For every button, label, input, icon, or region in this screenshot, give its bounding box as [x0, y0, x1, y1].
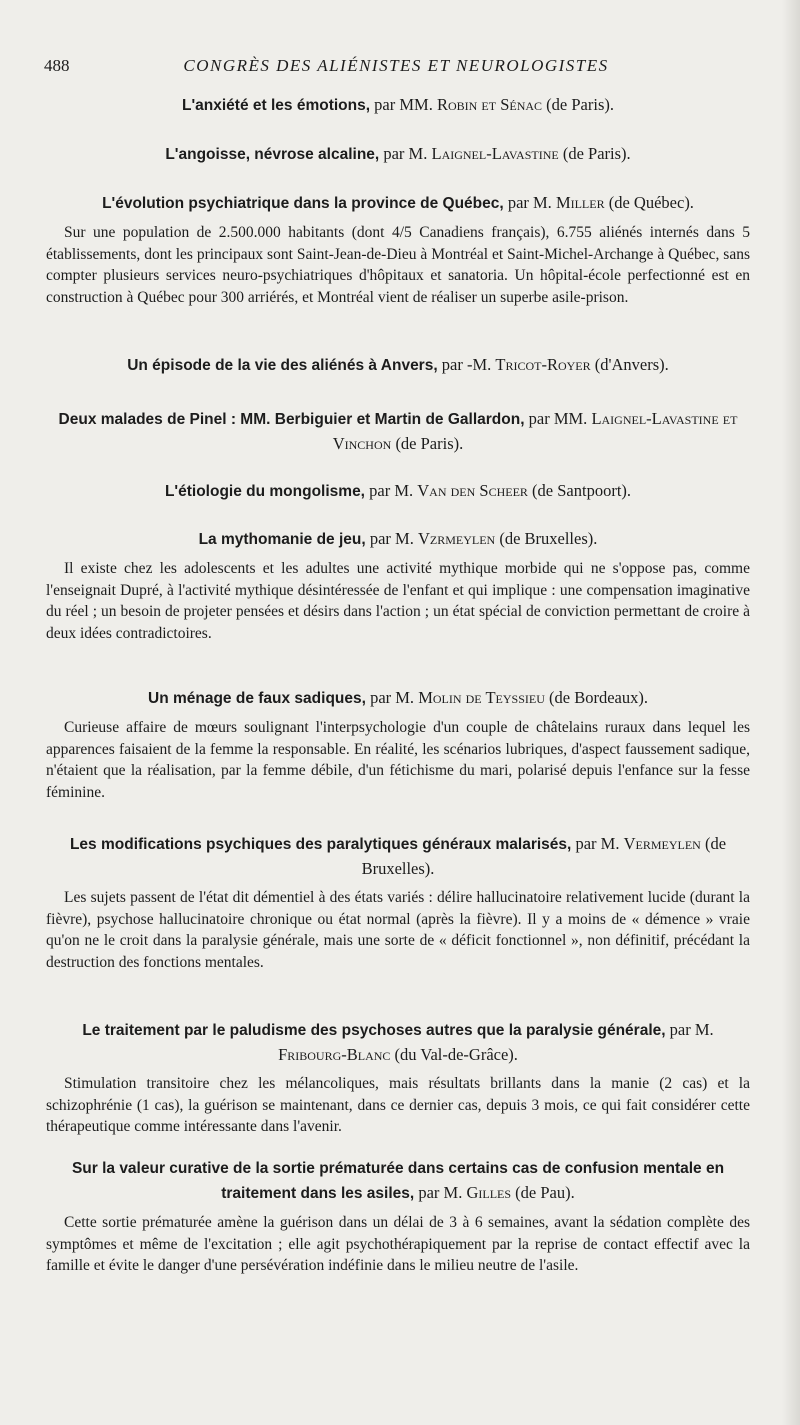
entry-origin: (de Québec).: [608, 193, 694, 212]
entry-anvers: [46, 353, 750, 378]
entry-title-line: Sur la valeur curative de la sortie prématurée dans certains cas de confusion mentale en traitement dans les asiles, par M. Gilles (de Pau).: [71, 1160, 725, 1202]
entry-body: Stimulation transitoire chez les mélancoliques, mais résultats brillants dans la manie (2 cas) et la schizophrénie (1 cas), la guérison se maintenant, dans ce dernier cas, depuis 3 mois, ce qui fait considérer cette thérapeutique comme intéressante dans l'avenir.: [46, 1075, 750, 1135]
entry-mongolisme: [46, 479, 750, 504]
entry-authors: Vzrmeylen: [417, 529, 496, 548]
running-title: CONGRÈS DES ALIÉNISTES ET NEUROLOGISTES: [183, 56, 609, 75]
entry-origin: (de Santpoort).: [532, 481, 632, 500]
entry-body: Il existe chez les adolescents et les adultes une activité mythique morbide qui ne s'oppose pas, comme l'enseignait Dupré, à l'activité mythique désintéressée de l'enfant et qui implique : une compensation imaginative du réel ; un besoin de projeter pensées et désirs dans l'action ; un état spécial de conviction permettant de croire à deux idées contradictoires.: [46, 560, 750, 642]
entry-paludisme: [46, 1018, 750, 1138]
entry-title-line: Un épisode de la vie des aliénés à Anvers, par -M. Tricot-Royer (d'Anvers).: [127, 355, 669, 374]
entry-origin: (de Paris).: [562, 144, 631, 163]
entry-title: Deux malades de Pinel : MM. Berbiguier et Martin de Gallardon,: [58, 411, 525, 428]
entry-origin: (d'Anvers).: [594, 355, 669, 374]
entry-title-line: L'évolution psychiatrique dans la province de Québec, par M. Miller (de Québec).: [102, 193, 694, 212]
entry-authors: Molin de Teyssieu: [418, 688, 545, 707]
entry-authors: Tricot-Royer: [495, 355, 591, 374]
entry-body: Cette sortie prématurée amène la guérison dans un délai de 3 à 6 semaines, avant la sédation complète des symptômes et même de l'excitation ; elle agit psychothérapiquement par la reprise de contact effectif avec la famille et évite le danger d'une persévération indéfinie dans le milieu neutre de l'asile.: [46, 1214, 750, 1274]
entry-title: Un ménage de faux sadiques,: [148, 690, 366, 707]
entry-body: Sur une population de 2.500.000 habitants (dont 4/5 Canadiens français), 6.755 aliénés internés dans 5 établissements, dont les principaux sont Saint-Jean-de-Dieu à Montréal et Saint-Michel-Archange à Québec, sans compter plusieurs services neuro-psychiatriques d'hôpitaux et sanatoria. Un hôpital-école perfectionné est en construction à Québec pour 300 arriérés, et Montréal vient de réaliser un superbe asile-prison.: [46, 224, 750, 306]
entry-body: Les sujets passent de l'état dit démentiel à des états variés : délire hallucinatoire relativement lucide (durant la fièvre), psychose hallucinatoire chronique ou état normal (après la fièvre). Il y a moins de « démence » vraie qu'on ne le croit dans la paralysie générale, mais une sorte de « déficit fonctionnel », non définitif, précédant la destruction des fonctions mentales.: [46, 889, 750, 971]
entry-faux-sadiques: [46, 686, 750, 803]
entry-title: Un épisode de la vie des aliénés à Anvers,: [127, 357, 438, 374]
entry-authors: Gilles: [466, 1183, 512, 1202]
entry-title: Les modifications psychiques des paralytiques généraux malarisés,: [69, 836, 572, 853]
page-number: 488: [44, 56, 70, 75]
entry-title: La mythomanie de jeu,: [198, 531, 366, 548]
entry-angoisse: [46, 142, 750, 167]
entry-origin: (de Paris).: [395, 434, 464, 453]
entry-paralytiques: [46, 832, 750, 973]
entry-authors: Miller: [555, 193, 605, 212]
entry-sortie-prematuree: [46, 1156, 750, 1277]
entry-body: Curieuse affaire de mœurs soulignant l'interpsychologie d'un couple de châtelains ruraux dans lequel les apparences faisaient de la femme la responsable. En réalité, les scénarios lubriques, d'aspect faussement sadique, n'étaient que la réalisation, par la femme débile, d'un fétichisme du mari, polarisé depuis l'enfance sur la fesse féminine.: [46, 719, 750, 801]
page-gutter-shadow: [782, 0, 800, 1425]
entry-title-line: La mythomanie de jeu, par M. Vzrmeylen (de Bruxelles).: [198, 529, 598, 548]
entry-mythomanie: [46, 527, 750, 644]
entry-authors: Van den Scheer: [417, 481, 528, 500]
entry-authors: Laignel-Lavastine et Vinchon: [332, 409, 738, 453]
entry-title-line: L'étiologie du mongolisme, par M. Van den Scheer (de Santpoort).: [164, 481, 632, 500]
entry-authors: Laignel-Lavastine: [431, 144, 559, 163]
entry-origin: (de Pau).: [515, 1183, 575, 1202]
entry-title-line: L'anxiété et les émotions, par MM. Robin et Sénac (de Paris).: [182, 95, 614, 114]
entry-title: L'évolution psychiatrique dans la province de Québec,: [102, 195, 504, 212]
entry-title-line: Les modifications psychiques des paralytiques généraux malarisés, par M. Vermeylen (de Bruxelles).: [69, 834, 727, 878]
entry-origin: (de Bordeaux).: [549, 688, 648, 707]
entry-pinel: [46, 407, 750, 456]
entry-authors: Fribourg-Blanc: [278, 1045, 391, 1064]
entry-origin: (de Bruxelles).: [499, 529, 598, 548]
entry-authors: Robin et Sénac: [436, 95, 543, 114]
entry-title: Le traitement par le paludisme des psychoses autres que la paralysie générale,: [82, 1022, 666, 1039]
entry-title-line: Le traitement par le paludisme des psychoses autres que la paralysie générale, par M. Fribourg-Blanc (du Val-de-Grâce).: [82, 1020, 714, 1064]
entry-anxiete: [46, 93, 750, 118]
entry-title: L'anxiété et les émotions,: [182, 97, 371, 114]
entry-title-line: Deux malades de Pinel : MM. Berbiguier et Martin de Gallardon, par MM. Laignel-Lavastine et Vinchon (de Paris).: [58, 409, 738, 453]
entry-quebec: [46, 191, 750, 308]
entry-title-line: L'angoisse, névrose alcaline, par M. Laignel-Lavastine (de Paris).: [165, 144, 631, 163]
entry-title-line: Un ménage de faux sadiques, par M. Molin de Teyssieu (de Bordeaux).: [148, 688, 648, 707]
entry-origin: (de Bruxelles).: [361, 834, 727, 878]
entry-origin: (du Val-de-Grâce).: [394, 1045, 518, 1064]
entry-title: L'étiologie du mongolisme,: [164, 483, 365, 500]
entry-origin: (de Paris).: [546, 95, 614, 114]
entry-title: Sur la valeur curative de la sortie prématurée dans certains cas de confusion mentale en traitement dans les asiles,: [71, 1160, 725, 1202]
running-header: [44, 56, 748, 80]
entry-authors: Vermeylen: [623, 834, 701, 853]
entry-title: L'angoisse, névrose alcaline,: [165, 146, 380, 163]
